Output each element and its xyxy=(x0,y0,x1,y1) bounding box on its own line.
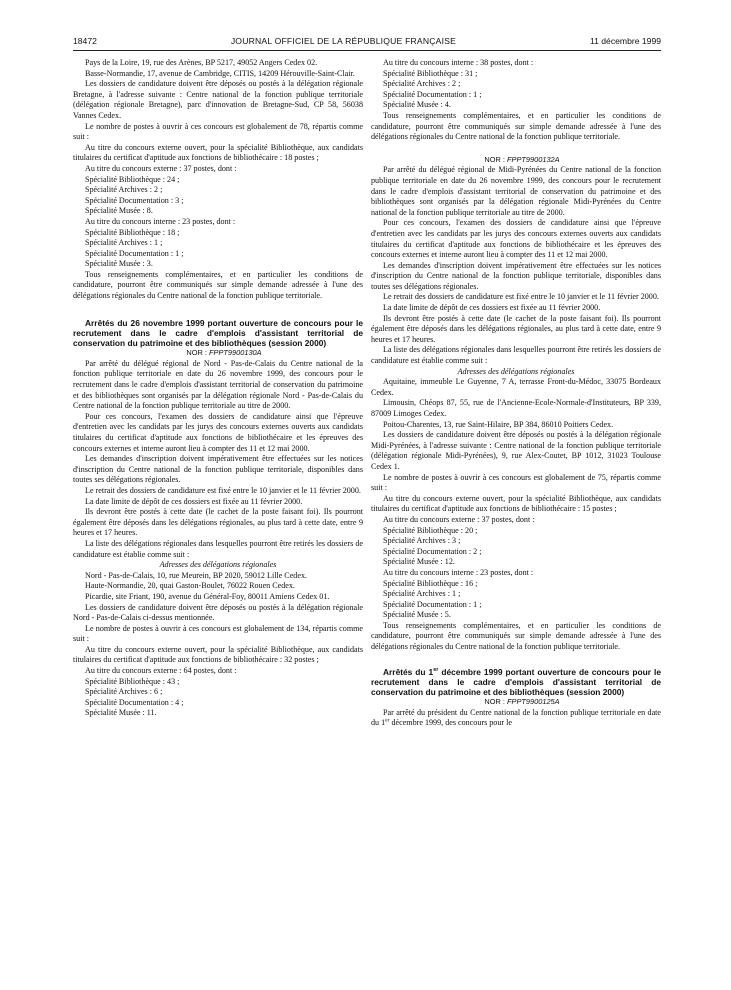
list-item: Au titre du concours externe : 37 postes, dont : xyxy=(85,163,237,173)
nor-label: NOR : xyxy=(484,154,505,164)
paragraph: Limousin, Chéops 87, 55, rue de l'Ancienne-Ecole-Normale-d'Instituteurs, BP 339, 87009 Limoges Cedex. xyxy=(371,398,661,418)
addresses-title: Adresses des délégations régionales xyxy=(159,560,277,570)
list-item: Au titre du concours interne : 23 postes, dont : xyxy=(383,567,534,577)
list-item: Spécialité Musée : 12. xyxy=(383,557,455,567)
section-heading xyxy=(371,667,661,698)
list-item: Spécialité Bibliothèque : 43 ; xyxy=(85,676,180,686)
list-item: Spécialité Archives : 1 ; xyxy=(383,589,461,599)
paragraph: Le nombre de postes à ouvrir à ces concours est globalement de 75, répartis comme suit : xyxy=(371,472,661,493)
right-column xyxy=(371,58,661,729)
page-header xyxy=(73,36,661,46)
paragraph: Pays de la Loire, 19, rue des Arènes, BP 5217, 49052 Angers Cedex 02. xyxy=(85,58,318,67)
paragraph xyxy=(371,708,661,729)
paragraph: Basse-Normandie, 17, avenue de Cambridge, CITIS, 14209 Hérouville-Saint-Clair. xyxy=(85,68,355,78)
list-item: Spécialité Bibliothèque : 20 ; xyxy=(383,525,478,535)
paragraph: Par arrêté du délégué régional de Midi-Pyrénées du Centre national de la fonction publique territoriale en date du 26 novembre 1999, des concours pour le recrutement dans le cadre d'emplois d'assistant territorial de conservation du patrimoine et des bibliothèques sont organisés par la délégation régionale Midi-Pyrénées du Centre national de la fonction publique territoriale au titre de 2000. xyxy=(371,165,661,217)
paragraph: La date limite de dépôt de ces dossiers est fixée au 11 février 2000. xyxy=(85,496,303,506)
paragraph: Le retrait des dossiers de candidature est fixé entre le 10 janvier et le 11 février 2000. xyxy=(85,485,361,495)
paragraph: Tous renseignements complémentaires, et en particulier les conditions de candidature, pourront être communiqués sur simple demande adressée à l'une des délégations régionales du Centre national de la fonction publique territoriale. xyxy=(371,620,661,652)
paragraph: La liste des délégations régionales dans lesquelles pourront être retirés les dossiers de candidature est établie comme suit : xyxy=(371,345,661,366)
paragraph: Au titre du concours externe ouvert, pour la spécialité Bibliothèque, aux candidats titulaires du certificat d'aptitude aux fonctions de bibliothécaire : 18 postes ; xyxy=(73,142,363,163)
list-item: Spécialité Musée : 3. xyxy=(85,259,153,269)
nor-code: FPPT9900125A xyxy=(507,697,560,707)
final-text-rest: décembre 1999, des concours pour le xyxy=(389,718,512,728)
journal-title: JOURNAL OFFICIEL DE LA RÉPUBLIQUE FRANÇAISE xyxy=(230,36,457,46)
paragraph: Haute-Normandie, 20, quai Gaston-Boulet, 76022 Rouen Cedex. xyxy=(85,581,295,591)
paragraph: Nord - Pas-de-Calais, 10, rue Meurein, BP 2020, 59012 Lille Cedex. xyxy=(85,570,308,580)
paragraph: Aquitaine, immeuble Le Guyenne, 7 A, terrasse Front-du-Médoc, 33075 Bordeaux Cedex. xyxy=(371,377,661,397)
nor-reference xyxy=(371,155,661,166)
list-item: Spécialité Archives : 3 ; xyxy=(383,536,461,546)
header-rule xyxy=(73,50,661,51)
nor-reference xyxy=(73,348,363,359)
heading-prefix: Arrêtés du 1 xyxy=(383,666,434,677)
list-item: Spécialité Musée : 4. xyxy=(383,100,451,110)
paragraph: Par arrêté du délégué régional de Nord - Pas-de-Calais du Centre national de la fonction publique territoriale en date du 26 novembre 1999, des concours pour le recrutement dans le cadre d'emplois d'assistant territorial de conservation du patrimoine et des bibliothèques sont organisés par la délégation régionale Nord - Pas-de-Calais du Centre national de la fonction publique territoriale au titre de 2000. xyxy=(73,358,363,411)
list-item: Spécialité Musée : 11. xyxy=(85,708,157,718)
paragraph: Ils devront être postés à cette date (le cachet de la poste faisant foi). Ils pourront également être déposés dans les délégations régionales, au plus tard à cette date, entre 9 heures et 17 heures. xyxy=(73,507,363,538)
paragraph: Le nombre de postes à ouvrir à ces concours est globalement de 78, répartis comme suit : xyxy=(73,121,363,142)
paragraph: Poitou-Charentes, 13, rue Saint-Hilaire, BP 384, 86010 Poitiers Cedex. xyxy=(383,419,614,429)
paragraph: Picardie, site Friant, 190, avenue du Général-Foy, 80011 Amiens Cedex 01. xyxy=(85,591,330,601)
paragraph: Tous renseignements complémentaires, et en particulier les conditions de candidature, pourront être communiqués sur simple demande adressée à l'une des délégations régionales du Centre national de la fonction publique territoriale. xyxy=(73,269,363,301)
paragraph: Les dossiers de candidature doivent être déposés ou postés à la délégation régionale Nord - Pas-de-Calais ci-dessus mentionnée. xyxy=(73,602,363,623)
list-item: Spécialité Musée : 8. xyxy=(85,206,153,216)
paragraph: Au titre du concours externe ouvert, pour la spécialité Bibliothèque, aux candidats titulaires du certificat d'aptitude aux fonctions de bibliothécaire : 15 postes ; xyxy=(371,493,661,514)
nor-label: NOR : xyxy=(186,348,207,358)
paragraph: La liste des délégations régionales dans lesquelles pourront être retirés les dossiers de candidature est établie comme suit : xyxy=(73,538,363,559)
paragraph: La date limite de dépôt de ces dossiers est fixée au 11 février 2000. xyxy=(383,303,601,313)
paragraph: Ils devront être postés à cette date (le cachet de la poste faisant foi). Ils pourront également être déposés dans les délégations régionales, au plus tard à cette date, entre 9 heures et 17 heures. xyxy=(371,313,661,344)
list-item: Au titre du concours interne : 38 postes, dont : xyxy=(383,58,534,67)
list-item: Au titre du concours externe : 37 postes, dont : xyxy=(383,514,535,524)
left-column xyxy=(73,58,363,719)
list-item: Spécialité Documentation : 1 ; xyxy=(383,599,482,609)
page-number: 18472 xyxy=(73,36,97,46)
paragraph: Le retrait des dossiers de candidature est fixé entre le 10 janvier et le 11 février 2000. xyxy=(383,292,659,302)
nor-reference xyxy=(371,697,661,708)
list-item: Spécialité Documentation : 2 ; xyxy=(383,546,482,556)
heading-rest: décembre 1999 portant ouverture de concours pour le recrutement dans le cadre d'emplois d'assistant territorial de conservation du patrimoine et des bibliothèques (session 2000) xyxy=(371,666,661,698)
heading-superscript: er xyxy=(433,666,439,673)
list-item: Spécialité Documentation : 1 ; xyxy=(383,89,482,99)
addresses-title: Adresses des délégations régionales xyxy=(457,366,575,376)
paragraph: Les demandes d'inscription doivent impérativement être effectuées sur les notices d'inscription du Centre national de la fonction publique territoriale, disponibles dans toutes ses délégations régionales. xyxy=(371,260,661,291)
list-item: Spécialité Musée : 5. xyxy=(383,610,451,620)
list-item: Spécialité Documentation : 1 ; xyxy=(85,248,184,258)
issue-date: 11 décembre 1999 xyxy=(589,36,661,46)
list-item: Spécialité Bibliothèque : 18 ; xyxy=(85,227,180,237)
final-superscript: er xyxy=(385,717,390,724)
nor-label: NOR : xyxy=(484,697,505,707)
list-item: Spécialité Documentation : 4 ; xyxy=(85,697,184,707)
list-item: Spécialité Bibliothèque : 31 ; xyxy=(383,68,478,78)
list-item: Spécialité Archives : 2 ; xyxy=(383,79,461,89)
list-item: Au titre du concours interne : 23 postes, dont : xyxy=(85,216,236,226)
list-item: Spécialité Archives : 6 ; xyxy=(85,687,163,697)
paragraph: Pour ces concours, l'examen des dossiers de candidature ainsi que l'épreuve d'entretien avec les candidats par les jurys des concours externes ouverts aux candidats titulaires du certificat d'aptitude aux fonctions de bibliothécaire et les épreuves des concours externes et interne auront lieu à compter des 11 et 12 mai 2000. xyxy=(73,411,363,453)
paragraph: Tous renseignements complémentaires, et en particulier les conditions de candidature, pourront être communiqués sur simple demande adressée à l'une des délégations régionales du Centre national de la fonction publique territoriale. xyxy=(371,110,661,142)
list-item: Au titre du concours externe : 64 postes, dont : xyxy=(85,666,237,676)
list-item: Spécialité Bibliothèque : 16 ; xyxy=(383,578,478,588)
paragraph: Les dossiers de candidature doivent être déposés ou postés à la délégation régionale Bretagne, à l'adresse suivante : Centre national de la fonction publique territoriale (délégation régionale Bretagne), parc d'innovation de Bretagne-Sud, CP 58, 56038 Vannes Cedex. xyxy=(73,79,363,120)
final-text-prefix: Par arrêté du président du Centre national de la fonction publique territoriale en date du 1 xyxy=(371,707,661,728)
list-item: Spécialité Bibliothèque : 24 ; xyxy=(85,174,180,184)
paragraph: Le nombre de postes à ouvrir à ces concours est globalement de 134, répartis comme suit : xyxy=(73,623,363,644)
list-item: Spécialité Documentation : 3 ; xyxy=(85,195,184,205)
paragraph: Les demandes d'inscription doivent impérativement être effectuées sur les notices d'inscription du Centre national de la fonction publique territoriale, disponibles dans toutes ses délégations régionales. xyxy=(73,454,363,485)
paragraph: Les dossiers de candidature doivent être déposés ou postés à la délégation régionale Midi-Pyrénées, à l'adresse suivante : Centre national de la fonction publique territoriale (délégation régionale Midi-Pyrénées), 9, rue Alex-Coutet, BP 1012, 31023 Toulouse Cedex 1. xyxy=(371,430,661,471)
paragraph: Au titre du concours externe ouvert, pour la spécialité Bibliothèque, aux candidats titulaires du certificat d'aptitude aux fonctions de bibliothécaire : 32 postes ; xyxy=(73,644,363,665)
section-heading: Arrêtés du 26 novembre 1999 portant ouverture de concours pour le recrutement dans le cadre d'emplois d'assistant territorial de conservation du patrimoine et des bibliothèques (session 2000) xyxy=(73,317,363,349)
nor-code: FPPT9900132A xyxy=(507,154,560,164)
nor-code: FPPT9900130A xyxy=(209,348,262,358)
list-item: Spécialité Archives : 1 ; xyxy=(85,238,163,248)
list-item: Spécialité Archives : 2 ; xyxy=(85,185,163,195)
paragraph: Pour ces concours, l'examen des dossiers de candidature ainsi que l'épreuve d'entretien avec les candidats par les jurys des concours externes ouverts aux candidats titulaires du certificat d'aptitude aux fonctions de bibliothécaire et les épreuves des concours externes et interne auront lieu à compter des 11 et 12 mai 2000. xyxy=(371,218,661,260)
